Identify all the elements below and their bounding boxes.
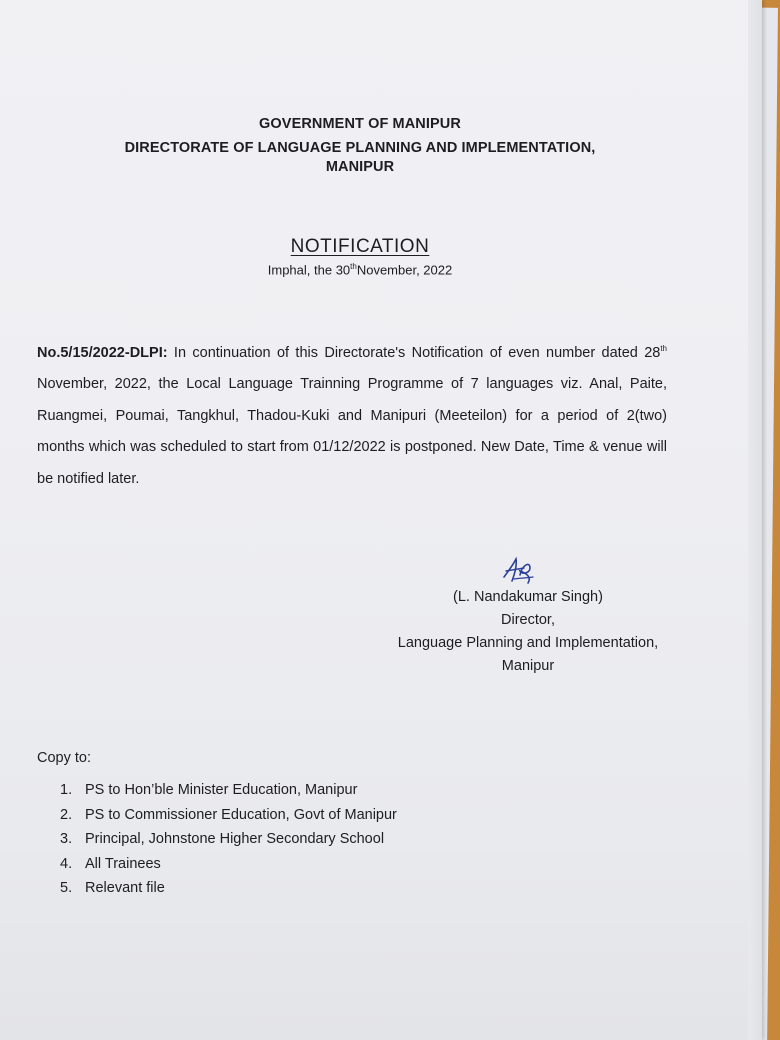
- copy-to-list: [60, 778, 397, 901]
- paper-edge: [748, 0, 762, 1040]
- list-item: [60, 827, 397, 852]
- date-prefix: Imphal, the 30: [267, 262, 351, 278]
- reference-number: No.5/15/2022-DLPI:: [37, 344, 168, 361]
- list-item: [60, 876, 397, 901]
- header-government: GOVERNMENT OF MANIPUR: [259, 116, 461, 132]
- copy-to-heading: Copy to:: [37, 750, 91, 766]
- list-item-number: 5.: [60, 880, 73, 896]
- signatory-department: Language Planning and Implementation,: [397, 635, 659, 651]
- list-item-text: PS to Commissioner Education, Govt of Manipur: [85, 806, 397, 823]
- list-item-text: PS to Hon’ble Minister Education, Manipur: [85, 782, 358, 798]
- notification-body: [37, 333, 667, 495]
- list-item: [60, 803, 397, 828]
- list-item: [60, 852, 397, 877]
- signatory-designation: Director,: [501, 612, 555, 628]
- header-state: MANIPUR: [325, 159, 395, 175]
- signatory-state: Manipur: [501, 658, 555, 674]
- date-suffix: November, 2022: [356, 262, 453, 278]
- list-item-text: Principal, Johnstone Higher Secondary School: [85, 831, 385, 847]
- notification-date: [0, 262, 720, 277]
- list-item-number: 4.: [60, 855, 73, 872]
- signatory-name: (L. Nandakumar Singh): [453, 589, 603, 605]
- list-item-number: 1.: [60, 782, 73, 798]
- notification-title: NOTIFICATION: [290, 236, 430, 257]
- signature-mark: [500, 555, 536, 587]
- list-item-number: 2.: [60, 806, 73, 823]
- body-text-part2: November, 2022, the Local Language Trainning Programme of 7 languages viz. Anal, Paite, Ruangmei, Poumai, Tangkhul, Thadou-Kuki and Manipuri (Meeteilon) for a period of 2(two) months which was scheduled to start from 01/12/2022 is postponed. New Date, Time & venue will be notified later.: [37, 376, 667, 487]
- list-item-text: All Trainees: [85, 855, 161, 872]
- body-text-part1: In continuation of this Directorate's Notification of even number dated 28: [167, 344, 661, 361]
- list-item: [60, 778, 397, 803]
- date-ordinal: th: [350, 262, 357, 271]
- body-ordinal: th: [660, 344, 667, 353]
- header-directorate: DIRECTORATE OF LANGUAGE PLANNING AND IMPLEMENTATION,: [124, 140, 596, 156]
- list-item-number: 3.: [60, 831, 73, 847]
- list-item-text: Relevant file: [85, 880, 165, 896]
